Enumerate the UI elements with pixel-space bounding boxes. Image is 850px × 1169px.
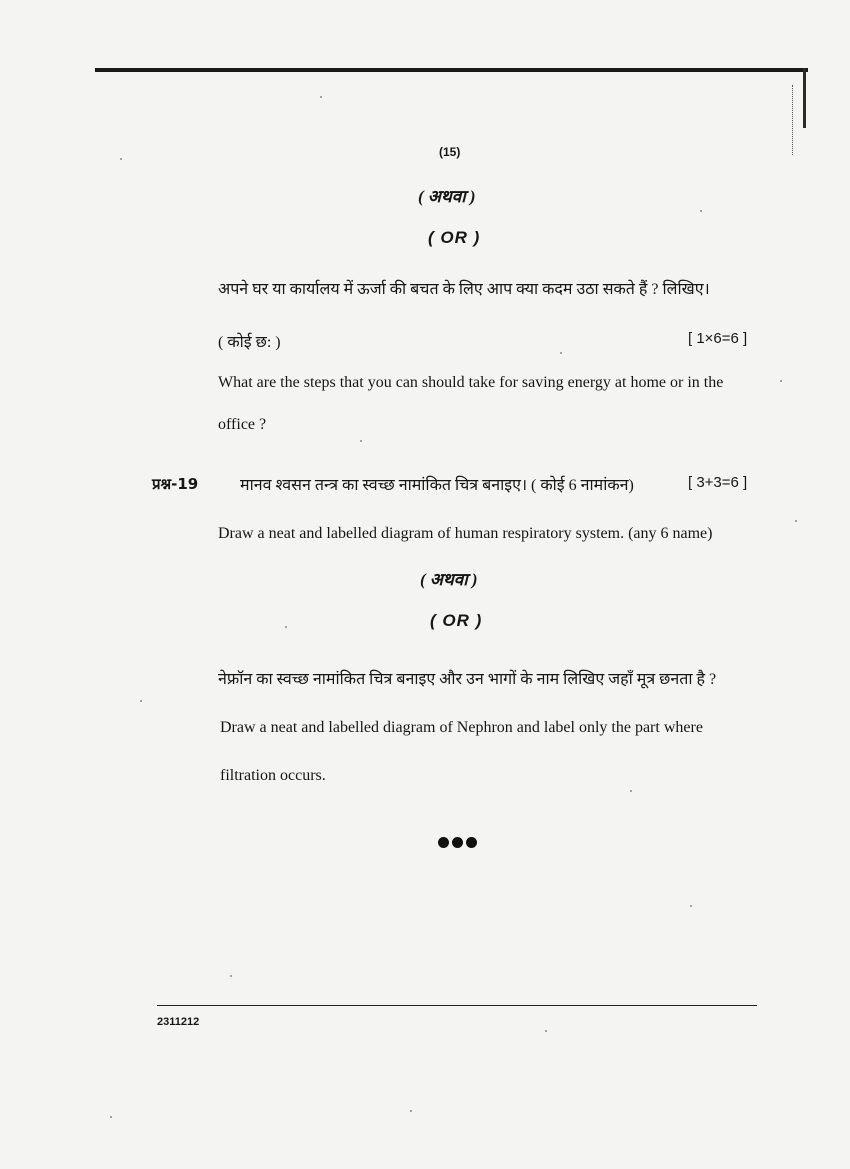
or-english-1: ( OR ) (428, 228, 481, 247)
scan-speck (110, 1116, 112, 1118)
scan-speck (780, 380, 782, 382)
scan-speck (700, 210, 702, 212)
scan-speck (545, 1030, 547, 1032)
question-number-19: प्रश्न-19 (152, 475, 199, 493)
question-19-alt-english-line1: Draw a neat and labelled diagram of Nephron and label only the part where (220, 719, 703, 736)
instruction-any-six: ( कोई छ: ) (218, 334, 281, 351)
scan-speck (410, 1110, 412, 1112)
question-19-alt-hindi: नेफ्रॉन का स्वच्छ नामांकित चित्र बनाइए और उन भागों के नाम लिखिए जहाँ मूत्र छनता है ? (218, 671, 717, 688)
marks-1: [ 1×6=6 ] (688, 330, 748, 347)
paper-code: 2311212 (157, 1016, 200, 1028)
top-rule (95, 68, 808, 72)
bottom-rule (157, 1005, 757, 1006)
end-dot (452, 837, 463, 848)
page-number: (15) (439, 145, 461, 159)
question-19-hindi: मानव श्वसन तन्त्र का स्वच्छ नामांकित चित्र बनाइए। ( कोई 6 नामांकन) (240, 477, 634, 494)
scan-speck (795, 520, 797, 522)
end-marker (438, 837, 477, 848)
scan-speck (320, 96, 322, 98)
or-hindi-2: ( अथवा ) (420, 570, 478, 589)
scan-speck (230, 975, 232, 977)
question-19-english: Draw a neat and labelled diagram of human respiratory system. (any 6 name) (218, 525, 713, 542)
end-dot (466, 837, 477, 848)
marks-2: [ 3+3=6 ] (688, 474, 748, 491)
top-rule-edge (803, 68, 806, 128)
scan-speck (140, 700, 142, 702)
question-18-alt-english-line1: What are the steps that you can should take for saving energy at home or in the (218, 374, 724, 391)
scan-speck (285, 626, 287, 628)
scan-speck (690, 905, 692, 907)
scan-speck (560, 352, 562, 354)
end-dot (438, 837, 449, 848)
scan-speck (360, 440, 362, 442)
question-18-alt-english-line2: office ? (218, 416, 267, 433)
scan-speck (630, 790, 632, 792)
scan-speck (120, 158, 122, 160)
question-19-alt-english-line2: filtration occurs. (220, 767, 326, 784)
or-hindi-1: ( अथवा ) (418, 187, 476, 206)
or-english-2: ( OR ) (430, 611, 483, 630)
margin-dots (792, 85, 794, 155)
question-18-alt-hindi: अपने घर या कार्यालय में ऊर्जा की बचत के लिए आप क्या कदम उठा सकते हैं ? लिखिए। (218, 281, 710, 298)
